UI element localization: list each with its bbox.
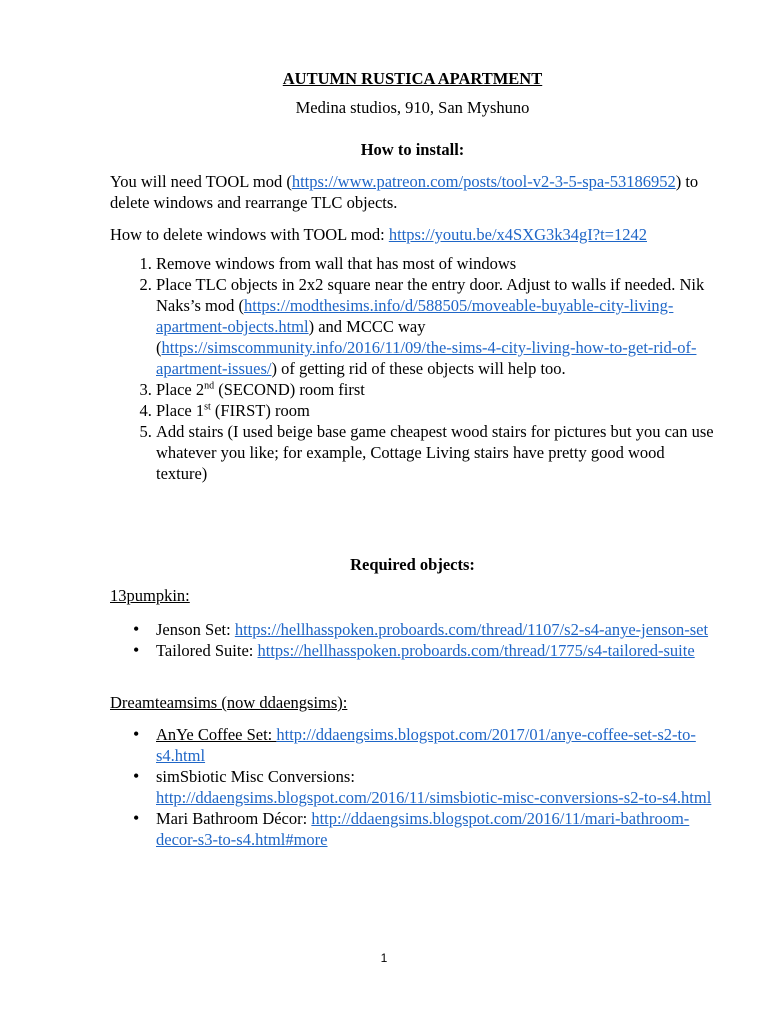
- delete-windows-paragraph: [110, 224, 715, 245]
- jenson-set-link[interactable]: https://hellhasspoken.proboards.com/thread/1107/s2-s4-anye-jenson-set: [234, 620, 709, 639]
- mari-bathroom-link[interactable]: http://ddaengsims.blogspot.com/2016/11/mari-bathroom-decor-s3-to-s4.html#more: [156, 809, 690, 849]
- list-item: [156, 724, 715, 766]
- step-2-text-a: Place TLC objects in 2x2 square near the entry door. Adjust to walls if needed. Nik Naks’s mod (: [156, 275, 705, 315]
- document-page: [110, 68, 715, 850]
- tool-text-post: ) to delete windows and rearrange TLC objects.: [110, 172, 699, 212]
- anye-coffee-link[interactable]: http://ddaengsims.blogspot.com/2017/01/anye-coffee-set-s2-to-s4.html: [156, 725, 696, 765]
- list-item: [156, 640, 715, 661]
- page-number: 1: [380, 951, 388, 965]
- tool-paragraph: [110, 171, 715, 213]
- step-4: [156, 400, 715, 421]
- install-heading: How to install:: [360, 140, 465, 159]
- youtube-link[interactable]: https://youtu.be/x4SXG3k34gI?t=1242: [388, 225, 647, 244]
- step-2-text-b: ) and MCCC way (: [156, 317, 426, 357]
- simsbiotic-link[interactable]: http://ddaengsims.blogspot.com/2016/11/simsbiotic-misc-conversions-s2-to-s4.html: [156, 788, 712, 807]
- item-label: AnYe Coffee Set:: [156, 725, 277, 744]
- modthesims-link[interactable]: https://modthesims.info/d/588505/moveable-buyable-city-living-apartment-objects.html: [156, 296, 674, 336]
- document-subtitle: Medina studios, 910, San Myshuno: [295, 98, 530, 117]
- item-label: Tailored Suite:: [156, 641, 258, 660]
- item-label: Jenson Set:: [156, 620, 235, 639]
- step-3-sup: nd: [204, 380, 215, 392]
- step-4-text-b: (FIRST) room: [210, 401, 310, 420]
- install-steps: [110, 253, 715, 484]
- step-4-text-a: Place 1: [156, 401, 205, 420]
- group-dreamteamsims-list: [110, 724, 715, 850]
- group-13pumpkin: 13pumpkin:: [110, 586, 190, 605]
- step-5: 5. Add stairs (I used beige base game cheapest wood stairs for pictures but you can use whatever you like; for example, Cottage Living stairs have pretty good wood texture): [156, 421, 715, 484]
- tool-text-pre: You will need TOOL mod (: [110, 172, 292, 191]
- document-title: AUTUMN RUSTICA APARTMENT: [282, 69, 543, 88]
- list-item: [156, 766, 715, 808]
- item-label: simSbiotic Misc Conversions:: [156, 767, 355, 786]
- group-dreamteamsims: Dreamteamsims (now ddaengsims):: [110, 693, 348, 712]
- tailored-suite-link[interactable]: https://hellhasspoken.proboards.com/thread/1775/s4-tailored-suite: [257, 641, 695, 660]
- list-item: [156, 808, 715, 850]
- step-3: [156, 379, 715, 400]
- item-label: Mari Bathroom Décor:: [156, 809, 312, 828]
- step-3-text-b: (SECOND) room first: [214, 380, 365, 399]
- tool-mod-link[interactable]: https://www.patreon.com/posts/tool-v2-3-5-spa-53186952: [291, 172, 676, 191]
- simscommunity-link[interactable]: https://simscommunity.info/2016/11/09/the-sims-4-city-living-how-to-get-rid-of-apartment-issues/: [156, 338, 697, 378]
- list-item: [156, 619, 715, 640]
- step-2: [156, 274, 715, 379]
- step-1: 1. Remove windows from wall that has most of windows: [156, 253, 715, 274]
- delete-text-pre: How to delete windows with TOOL mod:: [110, 225, 389, 244]
- step-3-text-a: Place 2: [156, 380, 205, 399]
- step-2-text-c: ) of getting rid of these objects will help too.: [271, 359, 566, 378]
- group-13pumpkin-list: [110, 619, 715, 661]
- required-heading: Required objects:: [350, 555, 475, 574]
- step-4-sup: st: [204, 401, 211, 413]
